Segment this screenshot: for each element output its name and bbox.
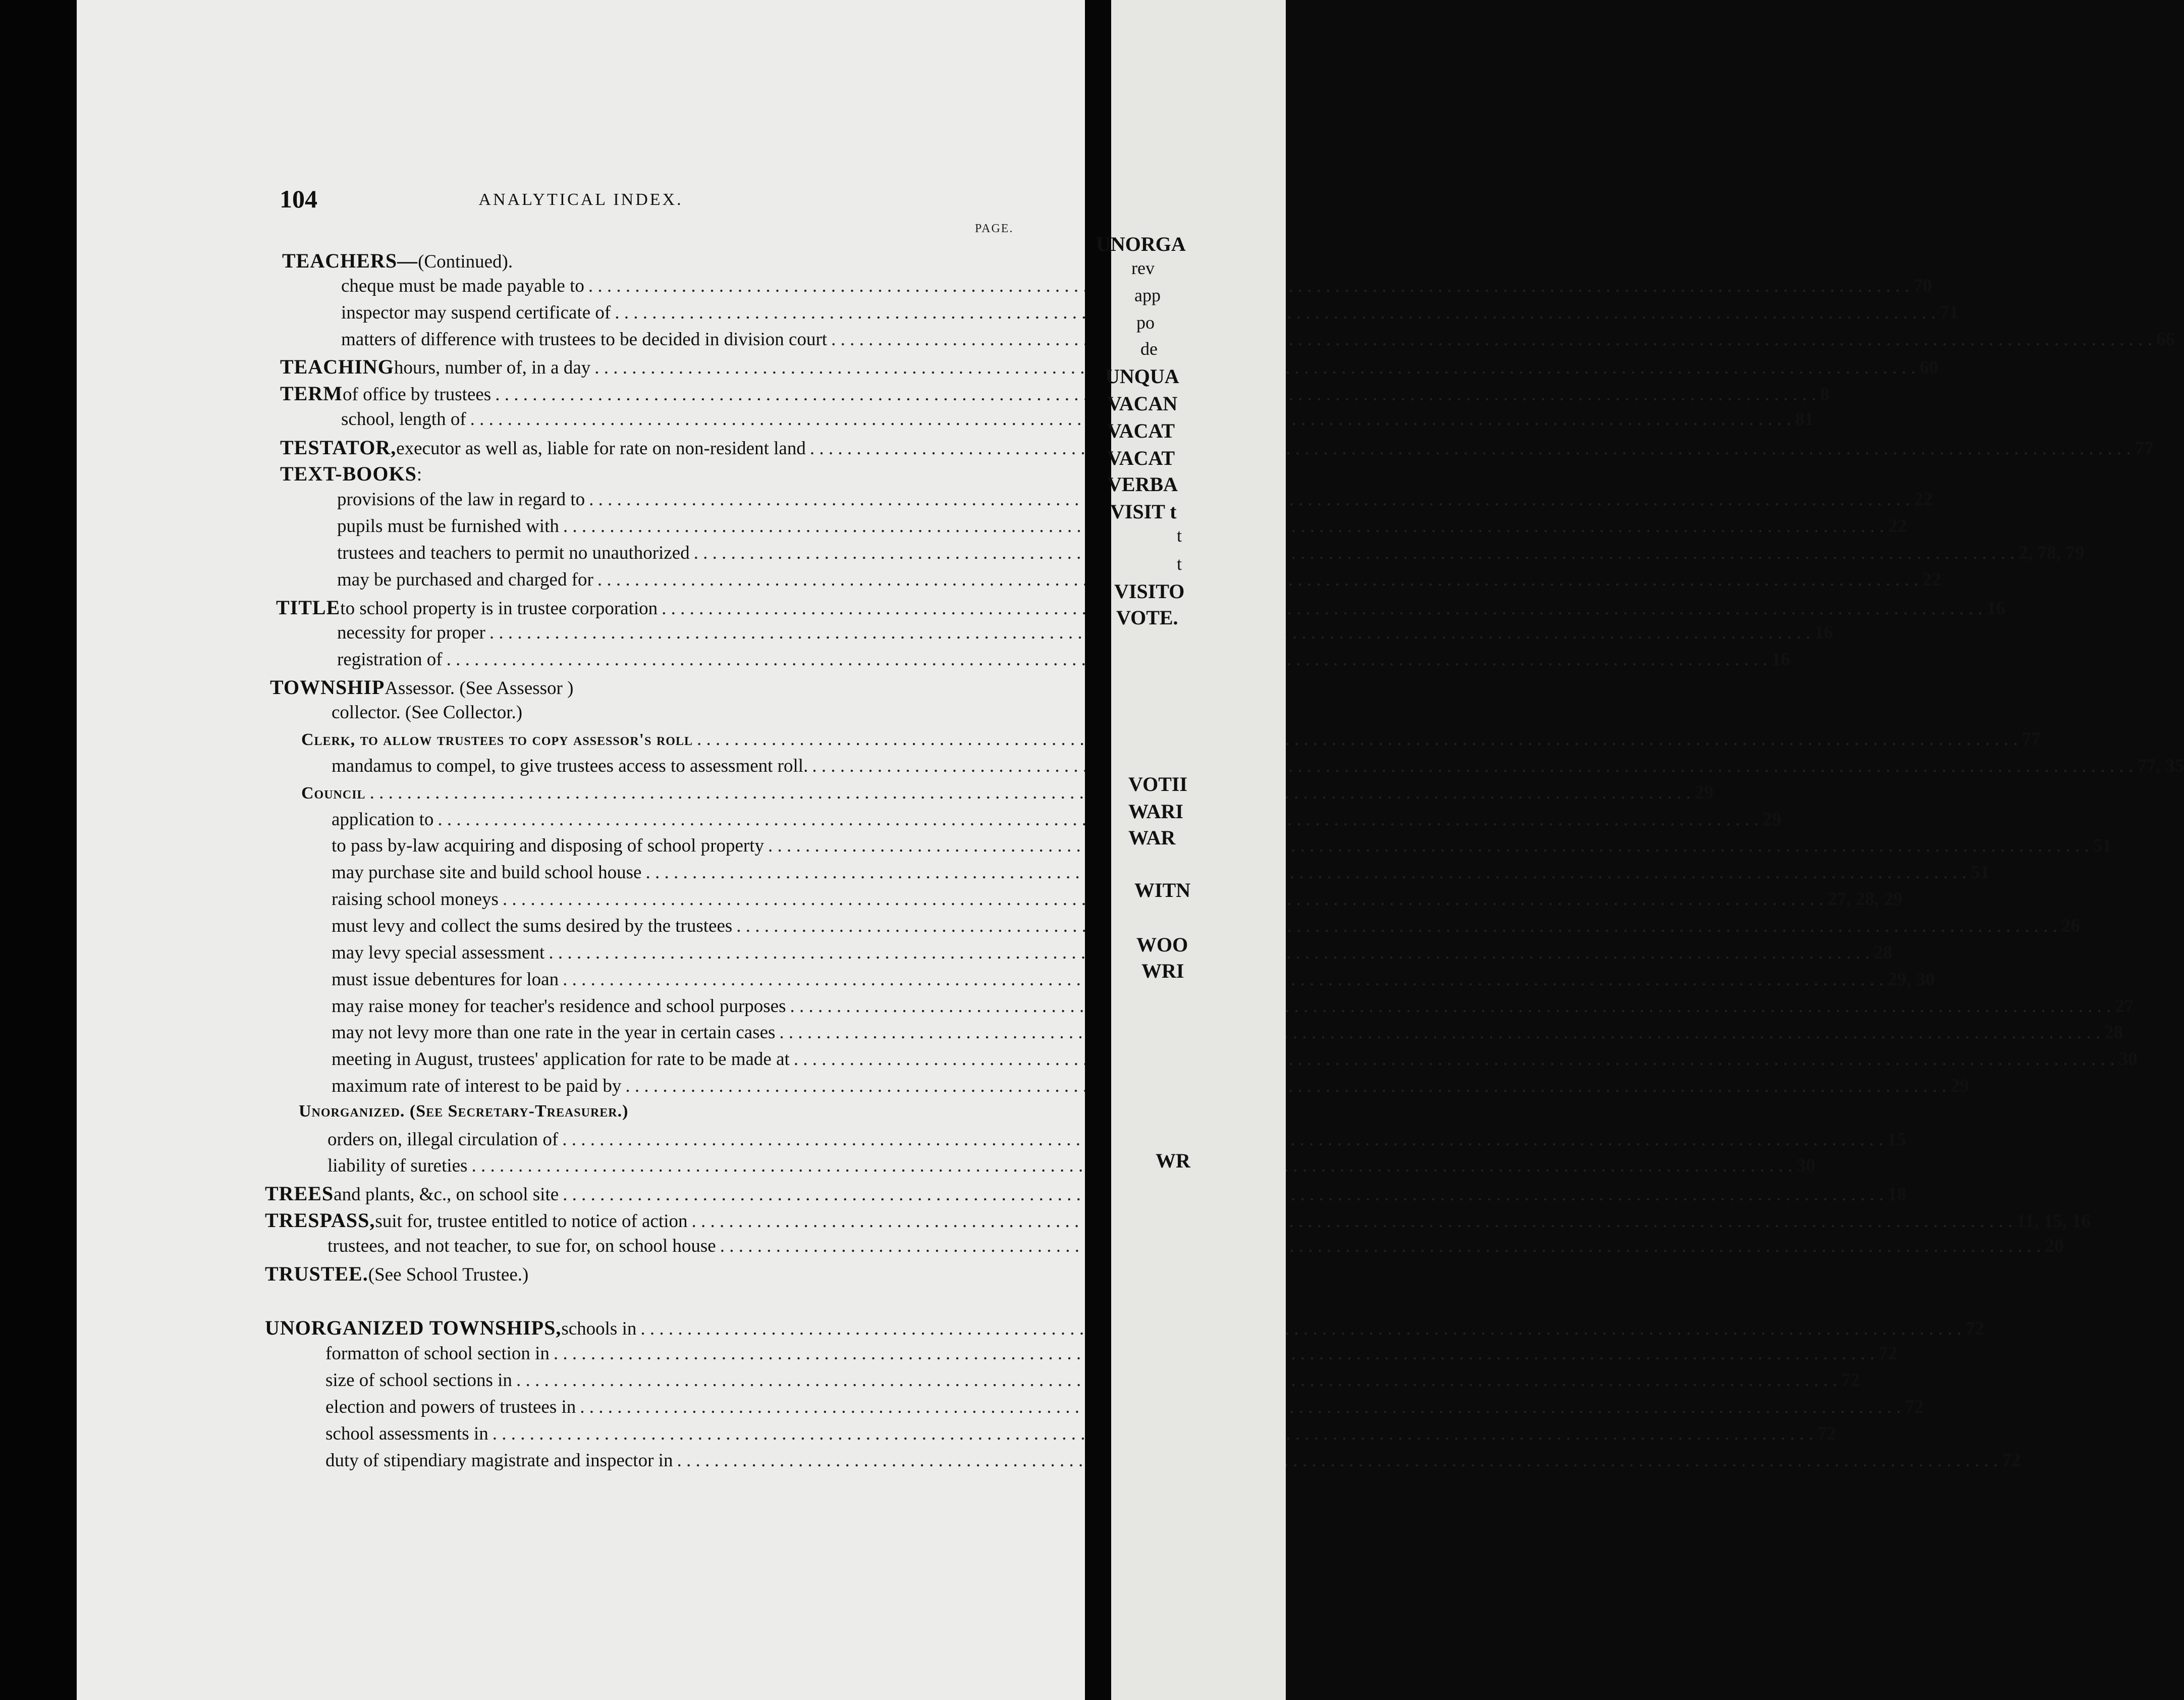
entry-text: may levy special assessment [332,942,545,963]
entry-page-number: 77 [2022,729,2041,750]
index-entry [265,1316,1985,1342]
dot-leader [625,1075,1946,1097]
entry-page-number: 16 [1814,622,1833,643]
adjacent-page-text: WR [1156,1149,1190,1172]
entry-page-number: 8 [1820,384,1830,405]
entry-text: application to [332,809,434,830]
entry-text: formatton of school section in [325,1343,550,1364]
entry-references: 27, 28, [1827,889,1879,910]
dot-leader [677,1450,1998,1471]
adjacent-page-text: UNORGA [1096,233,1186,255]
dot-leader [370,782,1691,804]
entry-text: mandamus to compel, to give trustees access to assessment roll. [332,756,808,776]
entry-references: 29, [1887,969,1912,990]
entry-page-number: 29 [1884,889,1903,910]
entry-page-number: 71 [1940,302,1958,323]
page-column-label: PAGE. [975,222,1014,235]
dot-leader [662,598,1983,619]
adjacent-page-text: VISIT t [1110,500,1177,523]
entry-page-number: 26 [2061,916,2081,936]
entry-text: election and powers of trustees in [325,1397,576,1417]
adjacent-page-text: po [1136,312,1155,333]
entry-heading: TITLE [276,596,341,619]
scan-left-border [0,0,77,1700]
entry-heading: TRESPASS, [265,1209,375,1232]
dot-leader [697,728,2018,750]
adjacent-page-text: VACAN [1107,392,1178,415]
entry-page-number: 51 [1971,862,1990,883]
entry-references: 11, 15, [2016,1211,2067,1232]
entry-references: 2, 78, [2018,543,2061,563]
adjacent-page-text: t [1177,554,1182,574]
entry-text: of office by trustees [343,384,492,405]
index-entry [301,728,2041,755]
index-entry [270,675,573,702]
entry-page-number: 28 [1874,942,1893,963]
entry-text: duty of stipendiary magistrate and inspector in [325,1450,673,1471]
entry-text: Assessor. (See Assessor ) [385,678,574,699]
entry-text: maximum rate of interest to be paid by [332,1076,622,1096]
entry-text: cheque must be made payable to [341,276,584,296]
page-header [77,184,1085,220]
running-title: ANALYTICAL INDEX. [478,190,683,209]
entry-text: trustees and teachers to permit no unauthorized [337,543,690,563]
index-entry [337,649,1790,675]
entry-heading: TEACHERS— [282,249,418,272]
entry-page-number: 29 [1763,809,1782,830]
index-entry [325,1423,1836,1449]
entry-page-number: 77 [2135,438,2154,459]
entry-text: Clerk, to allow trustees to copy assessor's roll [301,730,693,749]
entry-page-number: 29 [1950,1076,1970,1096]
adjacent-page-text: UNQUA [1105,365,1179,388]
entry-text: meeting in August, trustees' application for rate to be made at [332,1049,790,1070]
adjacent-page-fragment [1096,0,1286,1700]
entry-page-number: 72 [1878,1343,1897,1364]
adjacent-page-text: VACAT [1107,447,1175,469]
adjacent-page-text: t [1177,525,1182,546]
index-entry [265,1262,528,1288]
dot-leader [779,1022,2100,1043]
index-entry [325,1369,1860,1396]
entry-text: must issue debentures for loan [332,969,559,990]
index-entry [265,1182,1906,1208]
adjacent-page-text: WAR [1128,826,1176,849]
entry-heading: TERM [280,382,343,405]
entry-heading: TESTATOR, [280,436,397,459]
entry-heading: TREES [265,1182,334,1205]
entry-heading: UNORGANIZED TOWNSHIPS, [265,1316,562,1339]
entry-page-number: 29 [1695,782,1714,803]
entry-page-number: 27 [2115,996,2134,1017]
entry-page-number: 22 [1922,569,1941,590]
entry-page-number: 16 [2071,1211,2091,1232]
dot-leader [790,995,2111,1017]
index-entry [332,995,2134,1022]
dot-leader [810,438,2131,459]
entry-page-number: 30 [1796,1155,1816,1176]
index-entry [332,1048,2138,1075]
adjacent-page-text: VACAT [1107,419,1175,442]
index-entry [332,702,522,728]
entry-page-number: 72 [1965,1318,1985,1339]
index-entry [327,1235,2064,1261]
entry-text: provisions of the law in regard to [337,489,585,510]
index-entry [325,1343,1897,1369]
dot-leader [645,862,1967,883]
entry-references: 77, [2137,756,2161,776]
index-entry [332,1075,1970,1101]
entry-page-number: 51 [2093,835,2112,856]
entry-text: (Continued). [418,251,513,272]
index-entry [332,915,2081,941]
index-entry [337,515,1907,542]
entry-heading: TEXT-BOOKS [280,462,417,485]
entry-page-number: 28 [2104,1022,2123,1043]
index-entry [337,542,2085,568]
entry-text: size of school sections in [325,1370,512,1391]
entry-page-number: 72 [1841,1370,1860,1391]
index-entry [325,1396,1924,1422]
entry-text: executor as well as, liable for rate on non-resident land [396,438,806,459]
entry-page-number: 70 [1913,276,1932,296]
entry-text: school assessments in [325,1423,488,1444]
entry-text: (See School Trustee.) [368,1264,529,1285]
index-entry [282,249,513,275]
entry-text: trustees, and not teacher, to sue for, on school house [327,1236,716,1256]
index-entry [280,462,422,488]
entry-text: orders on, illegal circulation of [327,1129,559,1150]
adjacent-page-text: WARI [1128,800,1183,823]
index-entry [341,329,2175,355]
entry-page-number: 72 [1905,1397,1924,1417]
adjacent-page-text: rev [1131,258,1155,278]
index-entry [337,622,1833,648]
index-entry [327,1129,1906,1155]
entry-text: Unorganized. (See Secretary-Treasurer.) [299,1102,629,1121]
entry-heading: TEACHING [280,355,394,378]
dot-leader [812,755,2133,777]
entry-text: Council [301,784,366,803]
entry-page-number: 72 [2002,1450,2021,1471]
page-number: 104 [280,185,317,213]
entry-text: may purchase site and build school house [332,862,642,883]
entry-text: schools in [561,1318,637,1339]
entry-page-number: 35 [2165,756,2184,776]
entry-text: to school property is in trustee corporation [340,598,658,619]
dot-leader [768,835,2089,857]
adjacent-page-text: app [1134,285,1161,305]
entry-text: may raise money for teacher's residence and school purposes [332,996,786,1017]
adjacent-page-text: VERBA [1107,473,1178,496]
entry-page-number: 22 [1888,516,1907,537]
entry-text: hours, number of, in a day [394,357,591,378]
index-entry [332,862,1990,888]
adjacent-page-text: VOTE. [1116,606,1178,629]
entry-text: liability of sureties [327,1155,468,1176]
entry-page-number: 16 [1986,598,2005,619]
dot-leader [720,1235,2041,1257]
adjacent-page-text: WOO [1136,933,1188,956]
entry-page-number: 81 [1795,409,1814,430]
entry-text: matters of difference with trustees to be decided in division court [341,329,828,350]
entry-text: school, length of [341,409,466,430]
entry-page-number: 79 [2065,543,2085,563]
entry-text: : [416,464,422,485]
entry-page-number: 15 [1887,1129,1906,1150]
dot-leader [736,915,2057,937]
entry-text: may not levy more than one rate in the year in certain cases [332,1022,776,1043]
entry-page-number: 30 [1916,969,1935,990]
index-entry [332,755,2184,781]
index-entry [265,1208,2091,1235]
adjacent-page-text: WITN [1134,879,1191,901]
entry-text: must levy and collect the sums desired by the trustees [332,916,733,936]
entry-page-number: 20 [2045,1236,2064,1256]
entry-text: and plants, &c., on school site [334,1184,559,1205]
adjacent-page-text: WRI [1141,960,1184,982]
index-entry [332,1022,2123,1048]
dot-leader [794,1048,2115,1070]
entry-text: collector. (See Collector.) [332,702,523,723]
adjacent-page-text: VISITO [1114,580,1185,603]
entry-page-number: 22 [1914,489,1933,510]
entry-page-number: 72 [1817,1423,1836,1444]
entry-text: may be purchased and charged for [337,569,593,590]
dot-leader [831,329,2152,350]
dot-leader [694,542,2015,564]
adjacent-page-text: de [1140,339,1158,359]
entry-page-number: 16 [1771,649,1790,670]
entry-page-number: 66 [2156,329,2175,350]
entry-text: raising school moneys [332,889,499,910]
entry-text: registration of [337,649,443,670]
entry-heading: TOWNSHIP [270,676,385,699]
index-entry [299,1102,628,1128]
entry-page-number: 30 [2118,1049,2138,1070]
entry-text: pupils must be furnished with [337,516,559,537]
entry-page-number: 18 [1887,1184,1906,1205]
dot-leader [640,1318,1961,1340]
entry-heading: TRUSTEE. [265,1262,368,1285]
adjacent-page-text: VOTII [1128,773,1188,795]
index-entry [325,1450,2021,1476]
entry-text: suit for, trustee entitled to notice of action [375,1211,688,1232]
entry-text: to pass by-law acquiring and disposing of school property [332,835,765,856]
dot-leader [691,1210,2012,1232]
entry-text: necessity for proper [337,622,485,643]
entry-page-number: 60 [1920,357,1939,378]
entry-text: inspector may suspend certificate of [341,302,611,323]
